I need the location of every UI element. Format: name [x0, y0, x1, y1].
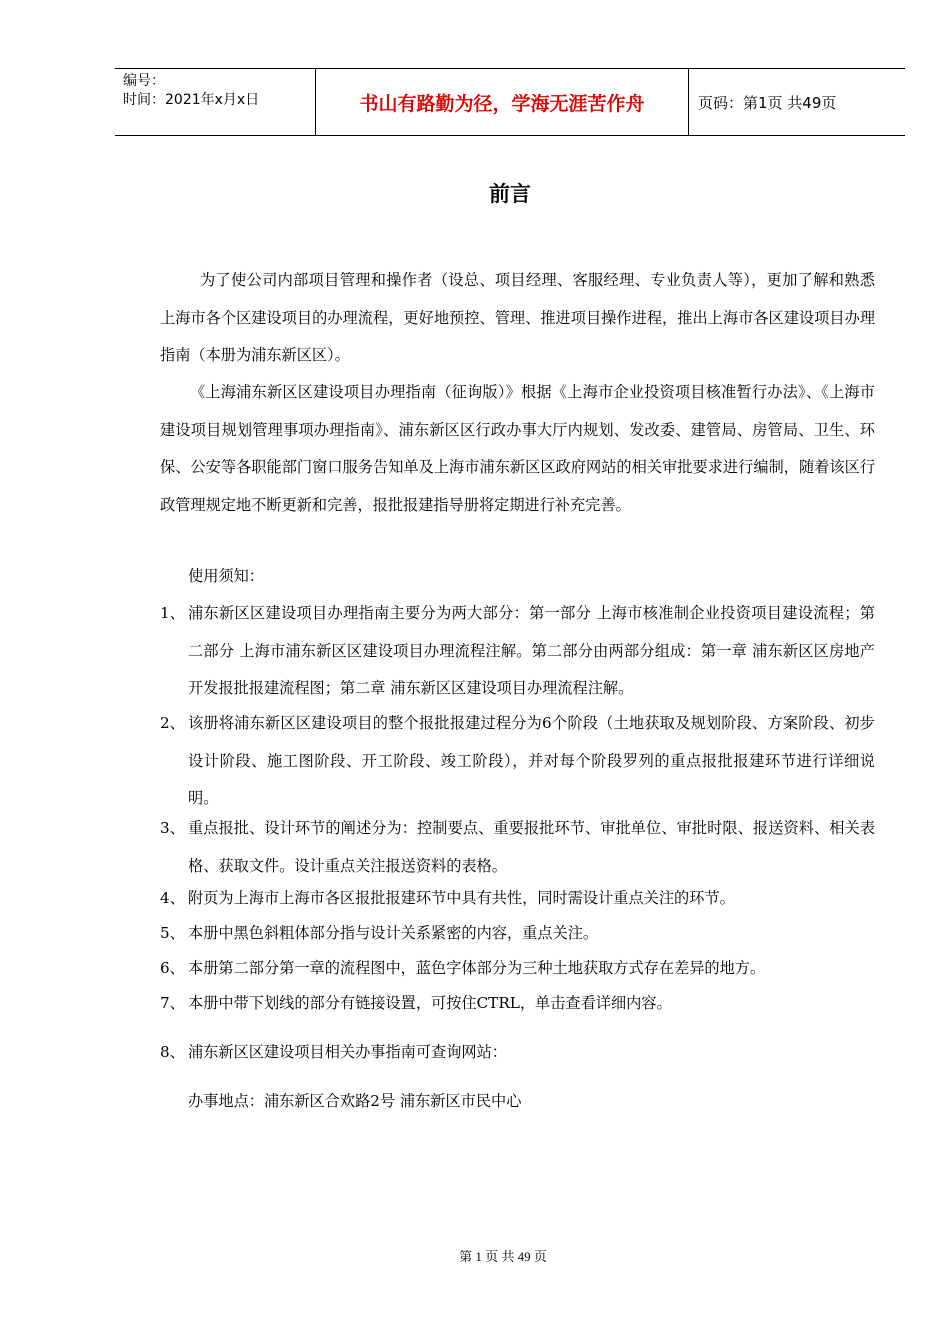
- item-text: 该册将浦东新区区建设项目的整个报批报建过程分为6个阶段（土地获取及规划阶段、方案阶段、初步设计阶段、施工图阶段、开工阶段、竣工阶段），并对每个阶段罗列的重点报批报建环节进行详细说明。: [188, 714, 875, 807]
- item-number: 4、: [160, 889, 185, 907]
- office-address: 办事地点：浦东新区合欢路2号 浦东新区市民中心: [188, 1092, 522, 1110]
- list-item: [160, 985, 875, 1023]
- item-number: 6、: [160, 959, 185, 977]
- item-text: 本册中带下划线的部分有链接设置，可按住CTRL，单击查看详细内容。: [188, 994, 672, 1012]
- item-number: 8、: [160, 1043, 185, 1061]
- list-item: [160, 880, 875, 918]
- page-title: 前言: [489, 182, 531, 206]
- list-item: [160, 705, 875, 818]
- item-text: 浦东新区区建设项目办理指南主要分为两大部分：第一部分 上海市核准制企业投资项目建设流程；第二部分 上海市浦东新区区建设项目办理流程注解。第二部分由两部分组成：第一章 浦东新区区房地产开发报批报建流程图；第二章 浦东新区区建设项目办理流程注解。: [188, 604, 875, 697]
- header-motto: 书山有路勤为径，学海无涯苦作舟: [316, 69, 689, 135]
- intro-paragraph-1: 为了使公司内部项目管理和操作者（设总、项目经理、客服经理、专业负责人等），更加了解和熟悉上海市各个区建设项目的办理流程，更好地预控、管理、推进项目操作进程，推出上海市各区建设项目办理指南（本册为浦东新区区）。: [160, 271, 875, 364]
- item-number: 5、: [160, 924, 185, 942]
- item-text: 附页为上海市上海市各区报批报建环节中具有共性，同时需设计重点关注的环节。: [188, 889, 735, 907]
- time-label: 时间：2021年x月x日: [123, 92, 260, 108]
- intro-paragraph-2: 《上海浦东新区区建设项目办理指南（征询版）》根据《上海市企业投资项目核准暂行办法》、《上海市建设项目规划管理事项办理指南》、浦东新区区行政办事大厅内规划、发改委、建管局、房管局、卫生、环保、公安等各职能部门窗口服务告知单及上海市浦东新区区政府网站的相关审批要求进行编制，随着该区行政管理规定地不断更新和完善，报批报建指导册将定期进行补充完善。: [160, 383, 875, 514]
- item-text: 重点报批、设计环节的阐述分为：控制要点、重要报批环节、审批单位、审批时限、报送资料、相关表格、获取文件。设计重点关注报送资料的表格。: [188, 819, 875, 875]
- list-item: [160, 915, 875, 953]
- item-text: 本册第二部分第一章的流程图中，蓝色字体部分为三种土地获取方式存在差异的地方。: [188, 959, 766, 977]
- list-item: [160, 950, 875, 988]
- item-number: 3、: [160, 819, 185, 837]
- item-number: 1、: [160, 604, 185, 622]
- item-number: 7、: [160, 994, 185, 1012]
- header-meta: [115, 69, 316, 135]
- notice-title: 使用须知：: [188, 567, 264, 585]
- header-page-number: 页码：第1页 共49页: [698, 93, 837, 112]
- page-footer: 第 1 页 共 49 页: [459, 1249, 547, 1264]
- item-number: 2、: [160, 714, 185, 732]
- code-label: 编号：: [123, 73, 165, 89]
- item-text: 浦东新区区建设项目相关办事指南可查询网站：: [188, 1043, 507, 1061]
- list-item: [160, 810, 875, 885]
- page-header: [115, 68, 905, 136]
- list-item: [160, 1034, 875, 1072]
- item-text: 本册中黑色斜粗体部分指与设计关系紧密的内容，重点关注。: [188, 924, 599, 942]
- list-item: [160, 595, 875, 708]
